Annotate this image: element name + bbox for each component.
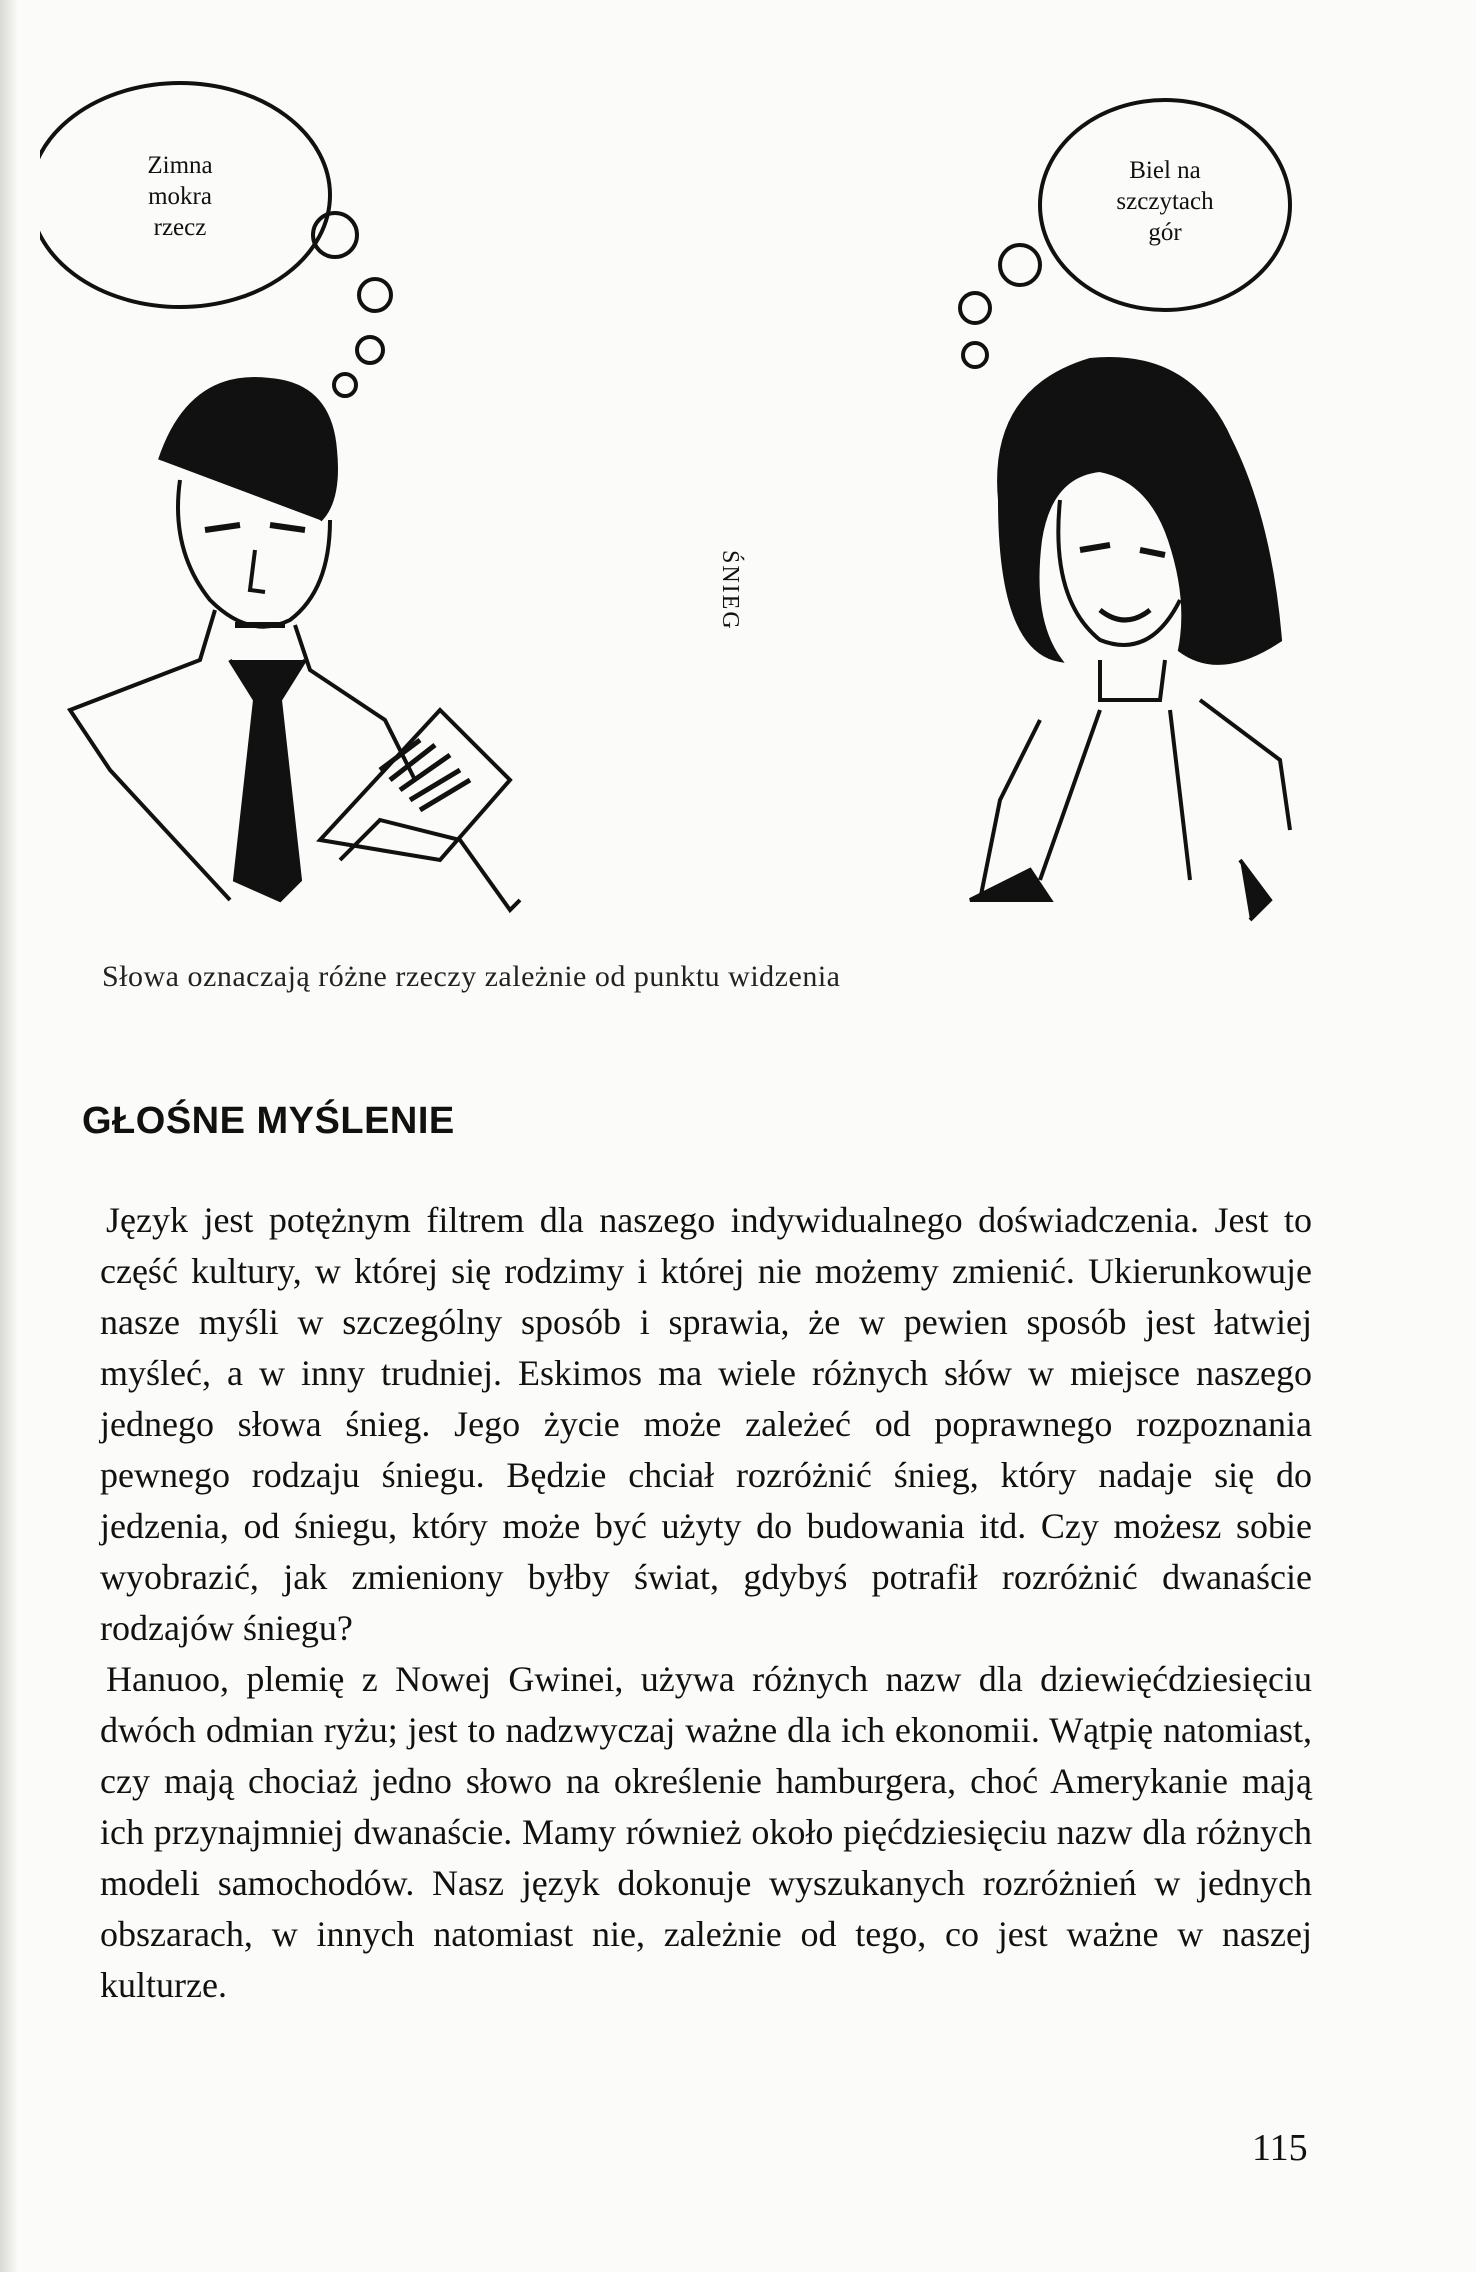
- snow-illustration: [40, 80, 1350, 940]
- left-thought-dot-4: [334, 374, 356, 396]
- section-heading: GŁOŚNE MYŚLENIE: [82, 1100, 455, 1142]
- body-text: [100, 1195, 1312, 2011]
- paragraph-2: Hanuoo, plemię z Nowej Gwinei, używa różnych nazw dla dziewięćdziesięciu dwóch odmian ryżu; jest to nadzwyczaj ważne dla ich ekonomii. Wątpię natomiast, czy mają chociaż jedno słowo na określenie hamburgera, choć Amerykanie mają ich przynajmniej dwanaście. Mamy również około pięćdziesięciu nazw dla różnych modeli samochodów. Nasz język dokonuje wyszukanych rozróżnień w jednych obszarach, w innych natomiast nie, zależnie od tego, co jest ważne w naszej kulturze.: [100, 1659, 1312, 2005]
- right-thought-dot-1: [1000, 245, 1040, 285]
- right-bubble-line-3: gór: [1148, 219, 1182, 246]
- page-number: 115: [1252, 2127, 1308, 2169]
- right-bubble-line-1: Biel na: [1129, 157, 1201, 184]
- right-bubble-text: [1085, 155, 1245, 248]
- left-bubble-line-3: rzecz: [153, 214, 207, 241]
- page-gutter-shadow: [0, 0, 18, 2272]
- right-bubble-line-2: szczytach: [1116, 188, 1214, 215]
- left-thought-dot-2: [359, 279, 391, 311]
- left-bubble-text: [100, 150, 260, 243]
- right-thought-dot-2: [960, 293, 990, 323]
- left-bubble-line-1: Zimna: [147, 152, 213, 179]
- left-thought-dot-3: [357, 337, 383, 363]
- man-figure: [70, 379, 520, 910]
- paragraph-1: Język jest potężnym filtrem dla naszego indywidualnego doświadczenia. Jest to część kultury, w której się rodzimy i której nie możemy zmienić. Ukierunkowuje nasze myśli w szczególny sposób i sprawia, że w pewien sposób jest łatwiej myśleć, a w inny trudniej. Eskimos ma wiele różnych słów w miejsce naszego jednego słowa śnieg. Jego życie może zależeć od poprawnego rozpoznania pewnego rodzaju śniegu. Będzie chciał rozróżnić śnieg, który nadaje się do jedzenia, od śniegu, który może być użyty do budowania itd. Czy możesz sobie wyobrazić, jak zmieniony byłby świat, gdybyś potrafił rozróżnić dwanaście rodzajów śniegu?: [100, 1200, 1312, 1648]
- snow-vertical-label: ŚNIEG: [717, 550, 743, 631]
- right-thought-dot-3: [963, 343, 987, 367]
- left-bubble-line-2: mokra: [148, 183, 212, 210]
- figure-caption: Słowa oznaczają różne rzeczy zależnie od punktu widzenia: [102, 960, 841, 993]
- woman-figure: [970, 359, 1290, 920]
